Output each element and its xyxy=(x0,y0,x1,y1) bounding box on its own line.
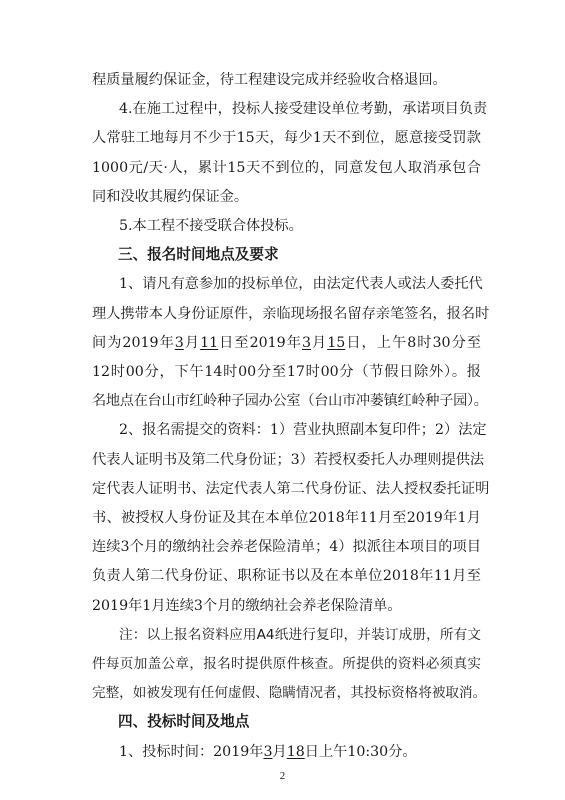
underlined-value: 18 xyxy=(286,744,305,760)
body-text-line: 5.本工程不接受联合体投标。 xyxy=(119,218,303,234)
page-number: 2 xyxy=(279,770,286,782)
body-text-line: 名地点在台山市红岭种子园办公室（台山市冲蒌镇红岭种子园）。 xyxy=(92,393,488,409)
body-text-line: 定代表人证明书、法定代表人第二代身份证、法人授权委托证明 xyxy=(92,481,490,497)
body-text-line-dates xyxy=(92,333,481,353)
body-text-line: 连续3个月的缴纳社会养老保险清单；4）拟派往本项目的项目 xyxy=(92,539,481,555)
text-segment: 月 xyxy=(272,744,287,760)
body-text-line: 4.在施工过程中，投标人接受建设单位考勤，承诺项目负责 xyxy=(119,101,488,117)
text-segment: 日至2019年 xyxy=(218,335,302,351)
underlined-value: 3 xyxy=(301,335,311,351)
body-text-line: 负责人第二代身份证、职称证书以及在本单位2018年11月至 xyxy=(92,568,481,584)
body-text-line: 同和没收其履约保证金。 xyxy=(92,189,249,205)
text-segment: 月 xyxy=(183,335,201,351)
body-text-line: 程质量履约保证金，待工程建设完成并经验收合格退回。 xyxy=(92,72,447,88)
underlined-value: 3 xyxy=(263,744,273,760)
body-text-line: 1000元/天·人，累计15天不到位的，同意发包人取消承包合 xyxy=(92,160,481,176)
note-text-line: 件每页加盖公章，报名时提供原件核查。所提供的资料必须真实 xyxy=(92,656,481,672)
underlined-value: 15 xyxy=(327,335,346,351)
body-text-line: 代表人证明书及第二代身份证；3）若授权委托人办理则提供法 xyxy=(92,452,485,468)
text-segment: 间为2019年 xyxy=(92,335,175,351)
body-text-line: 2019年1月连续3个月的缴纳社会养老保险清单。 xyxy=(92,598,402,614)
text-segment: 日上午10:30分。 xyxy=(304,744,417,760)
section-heading: 四、投标时间及地点 xyxy=(118,713,250,730)
text-segment: 月 xyxy=(311,335,328,351)
body-text-line: 理人携带本人身份证原件，亲临现场报名留存亲笔签名，报名时 xyxy=(92,306,490,322)
note-text-line: 完整，如被发现有任何虚假、隐瞒情况者，其投标资格将被取消。 xyxy=(92,685,487,701)
section-heading: 三、报名时间地点及要求 xyxy=(118,246,279,263)
body-text-line: 人常驻工地每月不少于15天，每少1天不到位，愿意接受罚款 xyxy=(92,130,481,146)
text-segment: 1、投标时间：2019年 xyxy=(119,744,264,760)
body-text-line: 1、请凡有意参加的投标单位，由法定代表人或法人委托代 xyxy=(119,276,483,292)
body-text-line: 12时00分，下午14时00分至17时00分（节假日除外）。报 xyxy=(92,364,481,380)
body-text-line: 2、报名需提交的资料：1）营业执照副本复印件；2）法定 xyxy=(119,422,487,438)
note-text-line: 注：以上报名资料应用A4纸进行复印，并装订成册，所有文 xyxy=(119,627,481,643)
text-segment: 日，上午8时30分至 xyxy=(345,335,481,351)
underlined-value: 11 xyxy=(200,335,219,351)
underlined-value: 3 xyxy=(174,335,184,351)
body-text-line: 书、被授权人身份证及其在本单位2018年11月至2019年1月 xyxy=(92,510,481,526)
